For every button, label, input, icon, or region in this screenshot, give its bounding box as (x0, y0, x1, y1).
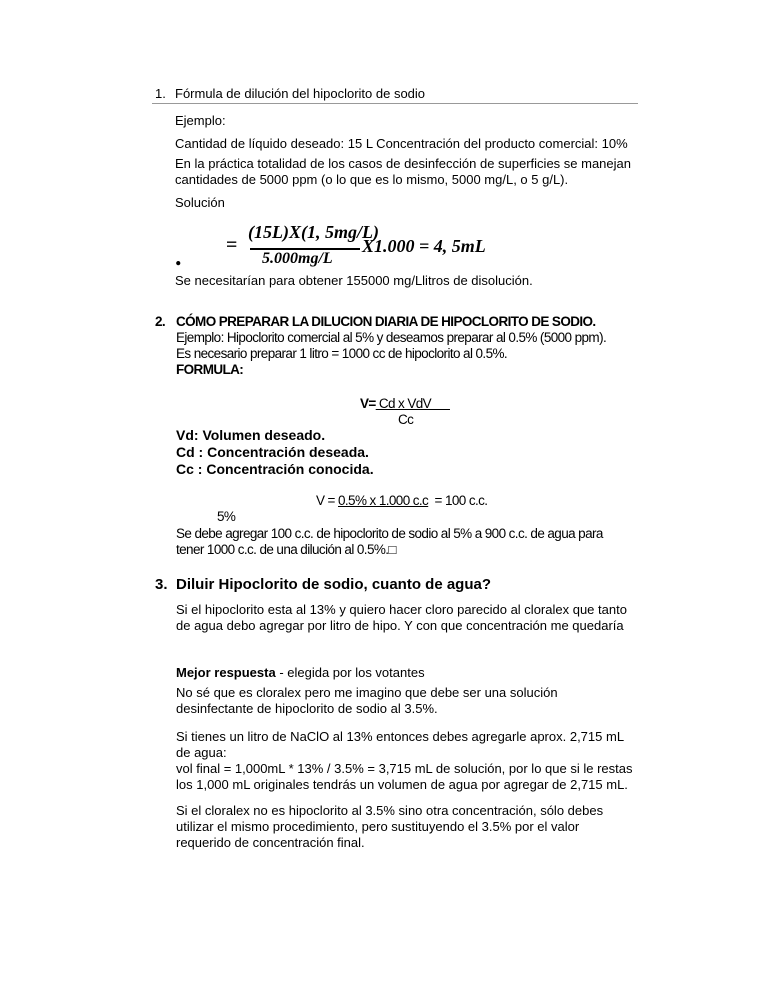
cantidad-text: Cantidad de líquido deseado: 15 L Concentración del producto comercial: 10% (175, 136, 628, 151)
formula-result: X1.000 = 4, 5mL (362, 236, 486, 256)
best-answer-label (176, 665, 425, 681)
necesitarian-text: Se necesitarían para obtener 155000 mg/Llitros de disolución. (175, 273, 533, 288)
answer-b-line-2: de agua: (176, 745, 227, 760)
answer-c-line-2: utilizar el mismo procedimiento, pero sustituyendo el 3.5% por el valor (176, 819, 580, 834)
formula-equals: = (226, 234, 238, 256)
calc-denominator: 5% (217, 509, 236, 524)
section-3-title: Diluir Hipoclorito de sodio, cuanto de agua? (176, 576, 492, 593)
section-2-number: 2. (155, 314, 166, 329)
calc-prefix: V = (316, 493, 338, 508)
question-line-1: Si el hipoclorito esta al 13% y quiero hacer cloro parecido al cloralex que tanto (176, 602, 627, 617)
answer-c-line-3: requerido de concentración final. (176, 835, 365, 850)
v-denominator: Cc (398, 412, 414, 427)
vd-definition: Vd: Volumen deseado. (176, 427, 326, 443)
answer-b-line-4: los 1,000 mL originales tendrás un volumen de agua por agregar de 2,715 mL. (176, 777, 628, 792)
ejemplo-label: Ejemplo: (175, 113, 226, 128)
answer-c-line-1: Si el cloralex no es hipoclorito al 3.5% sino otra concentración, sólo debes (176, 803, 604, 818)
cd-definition: Cd : Concentración deseada. (176, 444, 369, 460)
answer-b-line-1: Si tienes un litro de NaClO al 13% entonces debes agregarle aprox. 2,715 mL (176, 729, 625, 744)
calc-numerator: 0.5% x 1.000 c.c (338, 493, 429, 508)
answer-a-line-2: desinfectante de hipoclorito de sodio al 3.5%. (176, 701, 438, 716)
best-answer-note: - elegida por los votantes (275, 665, 425, 680)
section-1-title: Fórmula de dilución del hipoclorito de sodio (175, 86, 426, 101)
formula-numerator: (15L)X(1, 5mg/L) (248, 222, 379, 242)
section-1-divider (152, 103, 638, 104)
debe-line-1: Se debe agregar 100 c.c. de hipoclorito de sodio al 5% a 900 c.c. de agua para (176, 526, 603, 541)
calc-line (316, 493, 487, 509)
question-line-2: de agua debo agregar por litro de hipo. Y con que concentración me quedaría (176, 618, 624, 633)
section-2-line-1: Ejemplo: Hipoclorito comercial al 5% y deseamos preparar al 0.5% (5000 ppm). (176, 330, 607, 345)
section-2-line-2: Es necesario preparar 1 litro = 1000 cc de hipoclorito al 0.5%. (176, 346, 508, 361)
cc-definition: Cc : Concentración conocida. (176, 461, 374, 477)
answer-a-line-1: No sé que es cloralex pero me imagino que debe ser una solución (176, 685, 558, 700)
section-1-number: 1. (155, 86, 166, 101)
debe-line-2: tener 1000 c.c. de una dilución al 0.5%.□ (176, 542, 396, 557)
formula-bullet: . (175, 242, 182, 271)
solucion-label: Solución (175, 195, 225, 210)
v-formula-numerator (360, 396, 450, 412)
answer-b-line-3: vol final = 1,000mL * 13% / 3.5% = 3,715 mL de solución, por lo que si le restas (176, 761, 633, 776)
calc-suffix: = 100 c.c. (428, 493, 488, 508)
v-numerator: Cd x VdV (375, 396, 450, 411)
section-2-title: CÓMO PREPARAR LA DILUCION DIARIA DE HIPOCLORITO DE SODIO. (176, 314, 596, 329)
v-label: V= (360, 396, 376, 411)
section-3-number: 3. (155, 576, 168, 593)
formula-denominator: 5.000mg/L (262, 250, 333, 267)
best-answer-bold: Mejor respuesta (176, 665, 276, 680)
practica-line-1: En la práctica totalidad de los casos de desinfección de superficies se manejan (175, 156, 631, 171)
practica-line-2: cantidades de 5000 ppm (o lo que es lo mismo, 5000 mg/L, o 5 g/L). (175, 172, 569, 187)
formula-label: FORMULA: (176, 362, 244, 377)
